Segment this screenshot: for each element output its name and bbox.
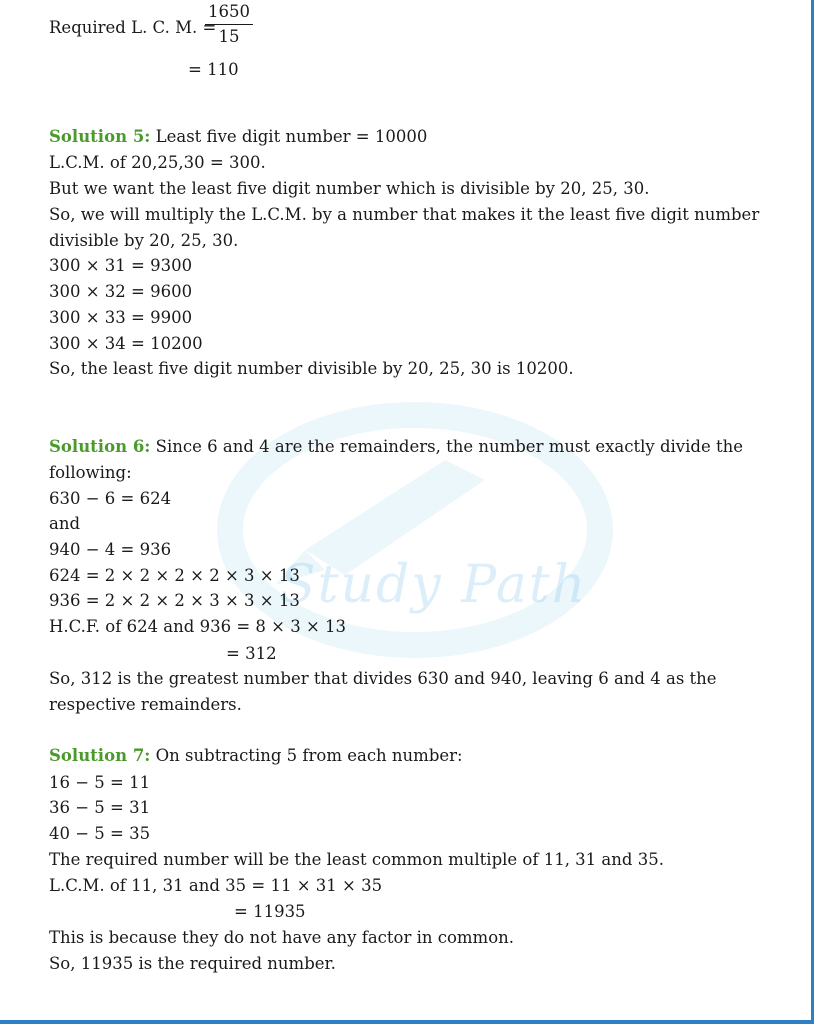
lcm-fraction: [205, 2, 253, 47]
solution-5-line: But we want the least five digit number which is divisible by 20, 25, 30.: [49, 179, 650, 198]
solution-5-line: 300 × 31 = 9300: [49, 256, 193, 275]
solution-6-line: and: [49, 514, 81, 533]
solution-6-line: 624 = 2 × 2 × 2 × 2 × 3 × 13: [49, 566, 300, 585]
solution-7-line: 16 − 5 = 11: [49, 773, 151, 792]
solution-5-intro: Least five digit number = 10000: [155, 127, 428, 146]
solution-7-line: The required number will be the least common multiple of 11, 31 and 35.: [49, 850, 664, 869]
solution-6-first-line: [49, 436, 743, 458]
solution-7-intro: On subtracting 5 from each number:: [155, 746, 463, 765]
lcm-label: Required L. C. M. =: [49, 18, 217, 37]
lcm-result: = 110: [188, 60, 239, 79]
solution-6-line: following:: [49, 463, 132, 482]
fraction-bar: [205, 24, 253, 25]
solution-5-line: divisible by 20, 25, 30.: [49, 231, 239, 250]
solution-6-line: respective remainders.: [49, 695, 242, 714]
solution-7-conclusion: So, 11935 is the required number.: [49, 954, 336, 973]
solution-5-line: So, we will multiply the L.C.M. by a number that makes it the least five digit number: [49, 205, 760, 224]
page-edge-bottom: [0, 1020, 814, 1024]
watermark-text: Study Path: [280, 555, 588, 615]
solution-5-heading: Solution 5:: [49, 127, 151, 146]
fraction-denominator: 15: [218, 27, 240, 46]
fraction-numerator: 1650: [208, 2, 250, 21]
solution-7-first-line: [49, 745, 463, 767]
solution-7-line: = 11935: [234, 902, 306, 921]
solution-7-line: 36 − 5 = 31: [49, 798, 151, 817]
solution-6-line: 936 = 2 × 2 × 2 × 3 × 3 × 13: [49, 591, 300, 610]
solution-7-line: L.C.M. of 11, 31 and 35 = 11 × 31 × 35: [49, 876, 383, 895]
solution-5-conclusion: So, the least five digit number divisible by 20, 25, 30 is 10200.: [49, 359, 574, 378]
solution-5-line: 300 × 34 = 10200: [49, 334, 203, 353]
solution-6-line: H.C.F. of 624 and 936 = 8 × 3 × 13: [49, 617, 347, 636]
solution-6-line: So, 312 is the greatest number that divides 630 and 940, leaving 6 and 4 as the: [49, 669, 717, 688]
solution-5-line: 300 × 33 = 9900: [49, 308, 193, 327]
solution-5-first-line: [49, 126, 427, 148]
solution-5-line: 300 × 32 = 9600: [49, 282, 193, 301]
solution-6-line: = 312: [226, 644, 277, 663]
solution-5-line: L.C.M. of 20,25,30 = 300.: [49, 153, 266, 172]
solution-7-line: This is because they do not have any factor in common.: [49, 928, 515, 947]
solution-6-line: 630 − 6 = 624: [49, 489, 172, 508]
solution-7-line: 40 − 5 = 35: [49, 824, 151, 843]
solution-6-line: 940 − 4 = 936: [49, 540, 172, 559]
solution-6-intro: Since 6 and 4 are the remainders, the number must exactly divide the: [155, 437, 743, 456]
solution-6-heading: Solution 6:: [49, 437, 151, 456]
solution-7-heading: Solution 7:: [49, 746, 151, 765]
